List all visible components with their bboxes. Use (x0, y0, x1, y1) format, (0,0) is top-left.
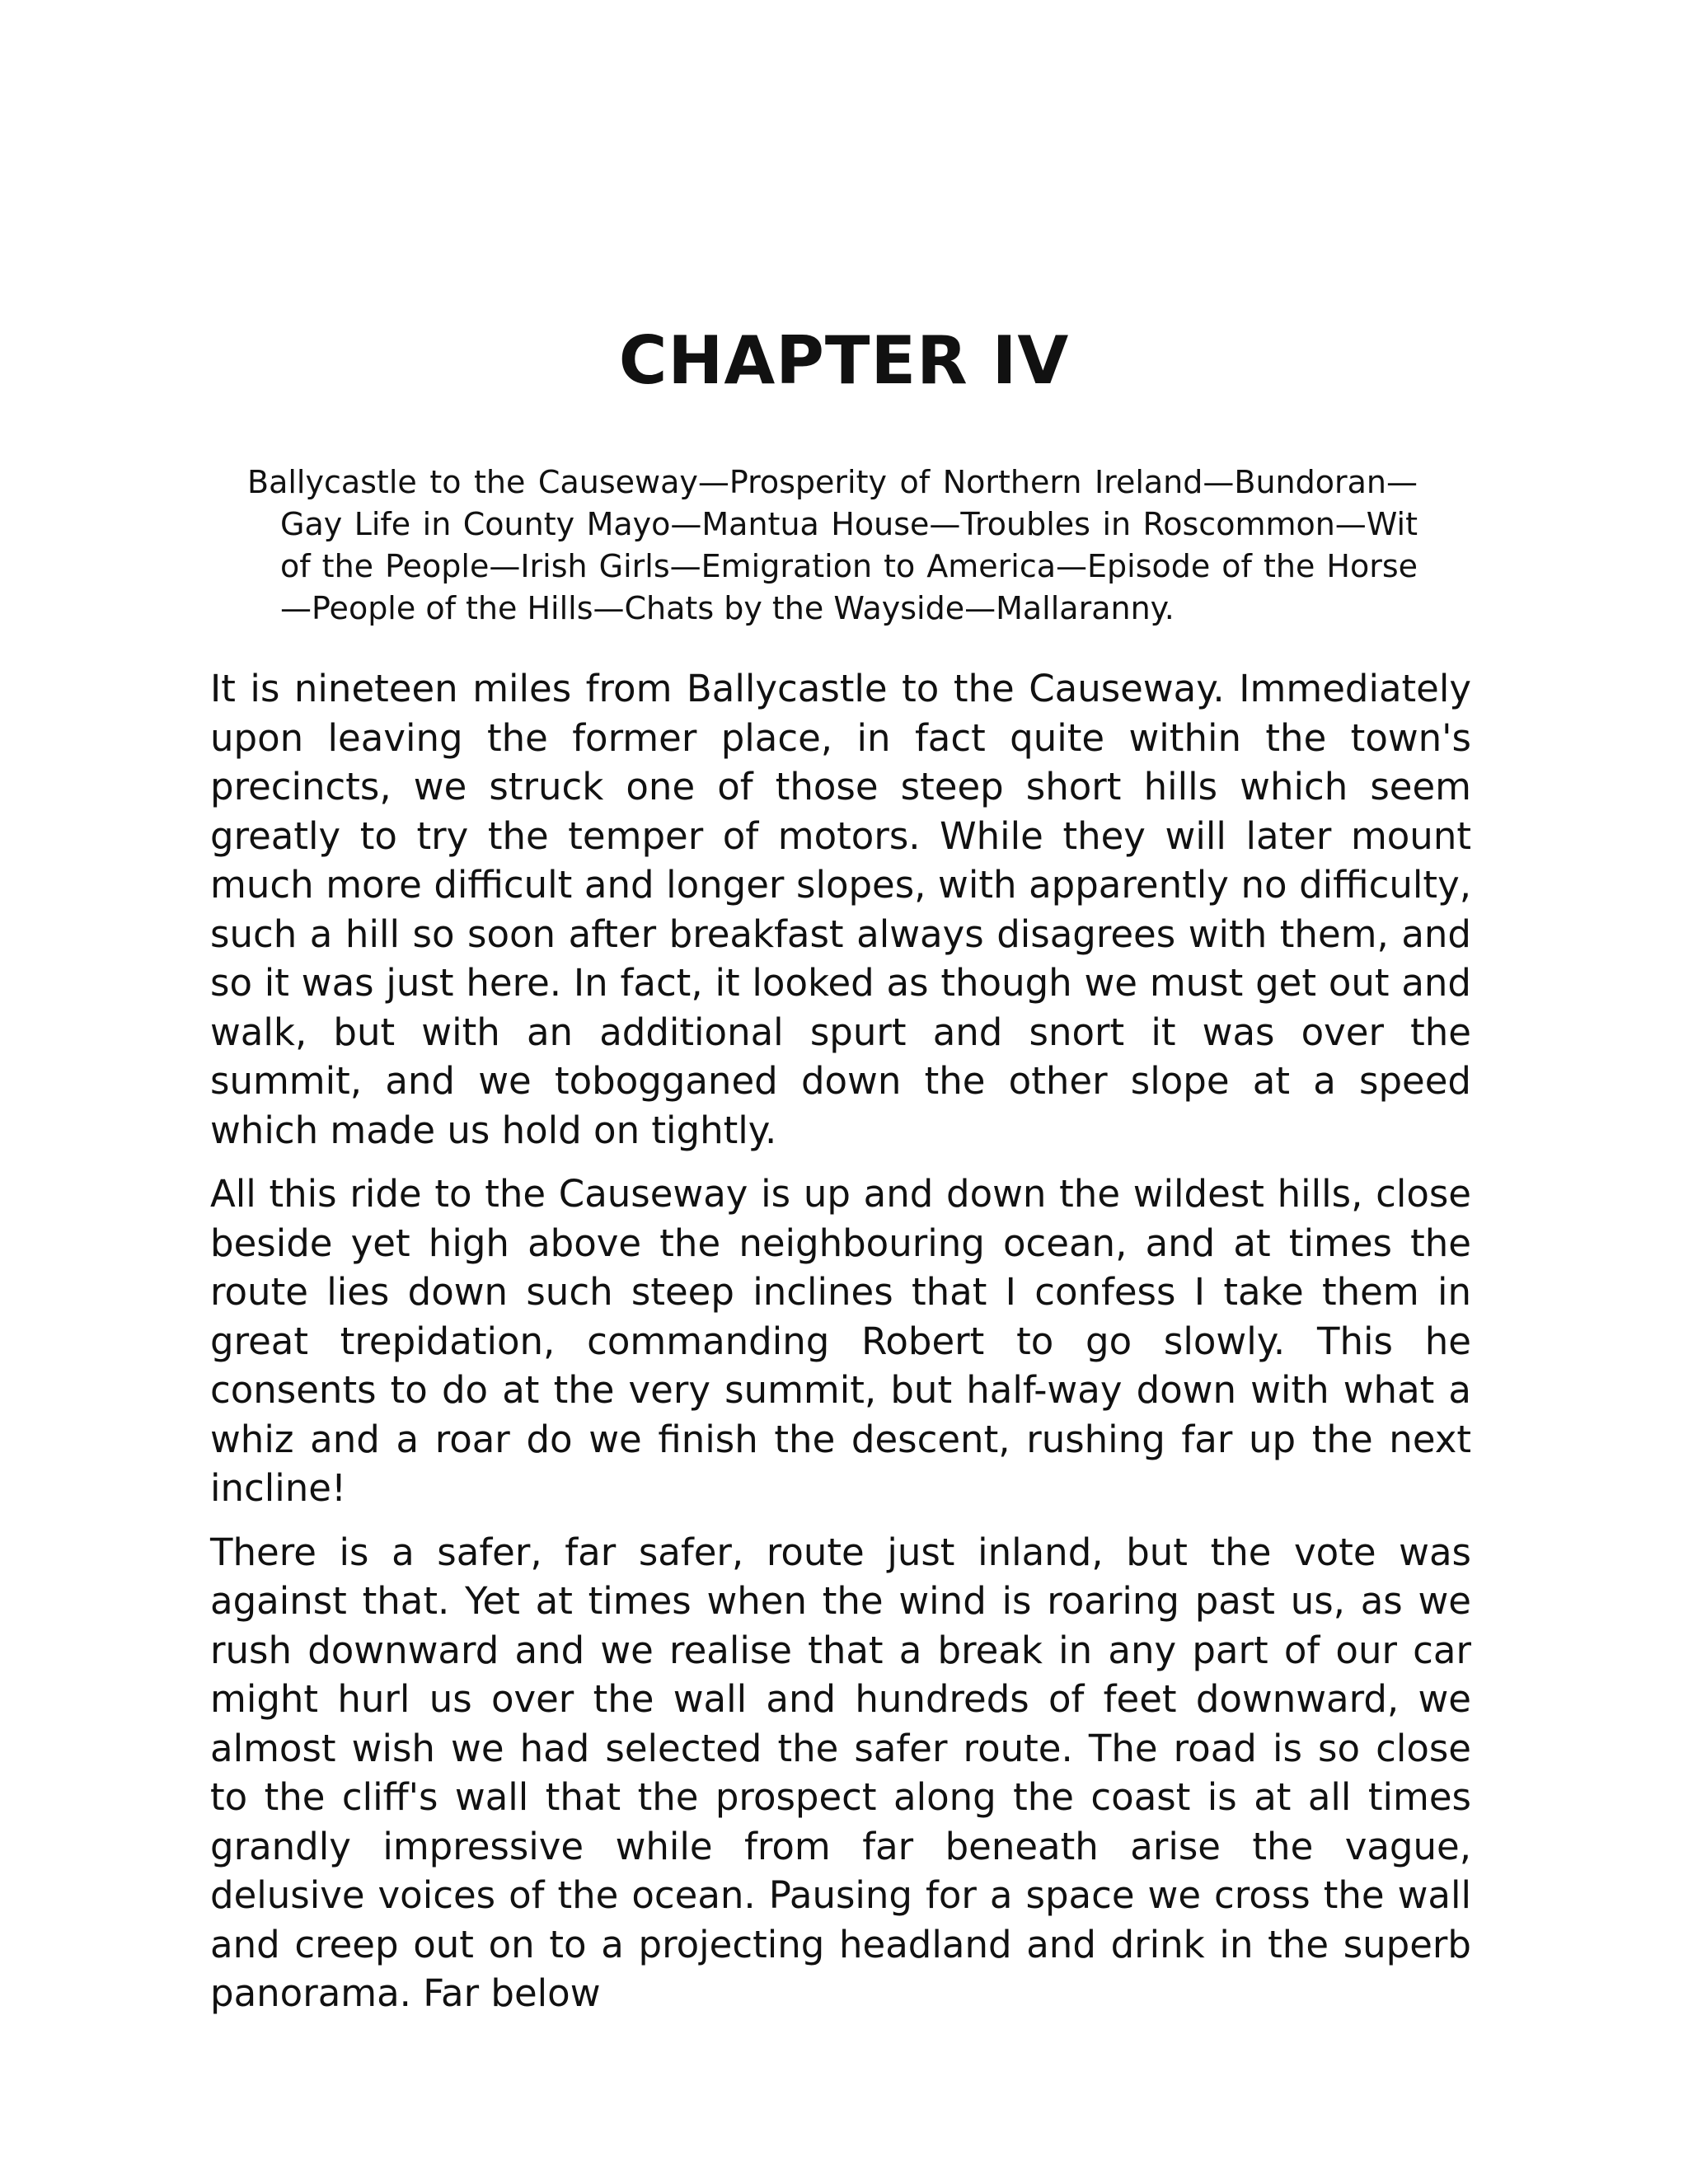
chapter-body (210, 664, 1471, 2033)
body-paragraph: It is nineteen miles from Ballycastle to the Causeway. Immediately upon leaving the former place, in fact quite within the town's precincts, we struck one of those steep short hills which seem greatly to try the temper of motors. While they will later mount much more difficult and longer slopes, with apparently no difficulty, such a hill so soon after breakfast always disagrees with them, and so it was just here. In fact, it looked as though we must get out and walk, but with an additional spurt and snort it was over the summit, and we tobogganed down the other slope at a speed which made us hold on tightly. (210, 667, 1471, 1152)
body-paragraph: All this ride to the Causeway is up and down the wildest hills, close beside yet high above the neighbouring ocean, and at times the route lies down such steep inclines that I confess I take them in great trepidation, commanding Robert to go slowly. This he consents to do at the very summit, but half-way down with what a whiz and a roar do we finish the descent, rushing far up the next incline! (210, 1172, 1471, 1510)
body-paragraph: There is a safer, far safer, route just inland, but the vote was against that. Yet at times when the wind is roaring past us, as we rush downward and we realise that a break in any part of our car might hurl us over the wall and hundreds of feet downward, we almost wish we had selected the safer route. The road is so close to the cliff's wall that the prospect along the coast is at all times grandly impressive while from far beneath arise the vague, delusive voices of the ocean. Pausing for a space we cross the wall and creep out on to a projecting headland and drink in the superb panorama. Far below (210, 1530, 1471, 2015)
chapter-synopsis: Ballycastle to the Causeway—Prosperity of Northern Ireland—Bundoran—Gay Life in County Mayo—Mantua House—Troubles in Roscommon—Wit of the People—Irish Girls—Emigration to America—Episode of the Horse—People of the Hills—Chats by the Wayside—Mallaranny. (247, 464, 1418, 626)
chapter-title: CHAPTER IV (618, 322, 1070, 399)
